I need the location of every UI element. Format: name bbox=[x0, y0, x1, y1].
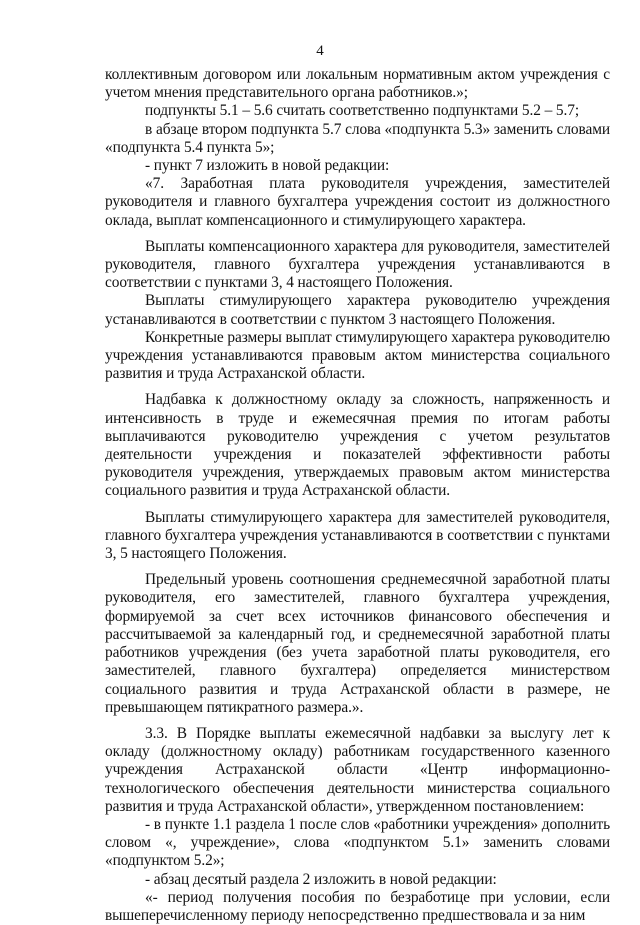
paragraph-section-2-amendment: - абзац десятый раздела 2 изложить в новой редакции: bbox=[145, 870, 497, 888]
paragraph-item-7-intro: - пункт 7 изложить в новой редакции: bbox=[145, 157, 390, 175]
paragraph-incentive-payments-head: Выплаты стимулирующего характера руководителю учреждения устанавливаются в соответствии с пунктом 3 настоящего Положения. bbox=[105, 292, 610, 328]
document-body bbox=[105, 66, 610, 925]
paragraph-incentive-payments-deputies: Выплаты стимулирующего характера для заместителей руководителя, главного бухгалтера учреждения устанавливаются в соответствии с пунктами 3, 5 настоящего Положения. bbox=[105, 508, 610, 563]
paragraph-compensation-payments: Выплаты компенсационного характера для руководителя, заместителей руководителя, главного бухгалтера учреждения устанавливаются в соответствии с пунктами 3, 4 настоящего Положения. bbox=[105, 237, 610, 292]
paragraph-renumbering: подпункты 5.1 – 5.6 считать соответственно подпунктами 5.2 – 5.7; bbox=[145, 102, 580, 120]
paragraph-unemployment-period: «- период получения пособия по безработице при условии, если вышеперечисленному периоду непосредственно предшествовала и за ним bbox=[105, 888, 610, 924]
paragraph-continuation: коллективным договором или локальным нормативным актом учреждения с учетом мнения представительного органа работников.»; bbox=[105, 66, 610, 102]
paragraph-specific-amounts: Конкретные размеры выплат стимулирующего характера руководителю учреждения устанавливаются правовым актом министерства социального развития и труда Астраханской области. bbox=[105, 328, 610, 383]
paragraph-salary-ratio-limit: Предельный уровень соотношения среднемесячной заработной платы руководителя, его заместителей, главного бухгалтера учреждения, формируемой за счет всех источников финансового обеспечения и рассчитываемой за календарный год, и среднемесячной заработной платы работников учреждения (без учета заработной платы руководителя, его заместителей, главного бухгалтера) определяется министерством социального развития и труда Астраханской области в размере, не превышающем пятикратного размера.». bbox=[105, 571, 610, 716]
paragraph-item-7: «7. Заработная плата руководителя учреждения, заместителей руководителя и главного бухгалтера учреждения состоит из должностного оклада, выплат компенсационного и стимулирующего характера. bbox=[105, 175, 610, 229]
paragraph-section-3-3: 3.3. В Порядке выплаты ежемесячной надбавки за выслугу лет к окладу (должностному окладу) работникам государственного казенного учреждения Астраханской области «Центр информационно-технологического обеспечения деятельности министерства социального развития и труда Астраханской области», утвержденном постановлением: bbox=[105, 724, 610, 815]
paragraph-item-1-1-amendment: - в пункте 1.1 раздела 1 после слов «работники учреждения» дополнить словом «, учреждение», слова «подпунктом 5.1» заменить словами «подпунктом 5.2»; bbox=[105, 815, 610, 870]
paragraph-allowance-and-bonus: Надбавка к должностному окладу за сложность, напряженность и интенсивность в труде и ежемесячная премия по итогам работы выплачиваются руководителю учреждения с учетом результатов деятельности учреждения и показателей эффективности работы руководителя учреждения, утверждаемых правовым актом министерства социального развития и труда Астраханской области. bbox=[105, 391, 610, 500]
paragraph-word-replacement: в абзаце втором подпункта 5.7 слова «подпункта 5.3» заменить словами «подпункта 5.4 пункта 5»; bbox=[105, 120, 610, 156]
page-number: 4 bbox=[316, 43, 324, 59]
